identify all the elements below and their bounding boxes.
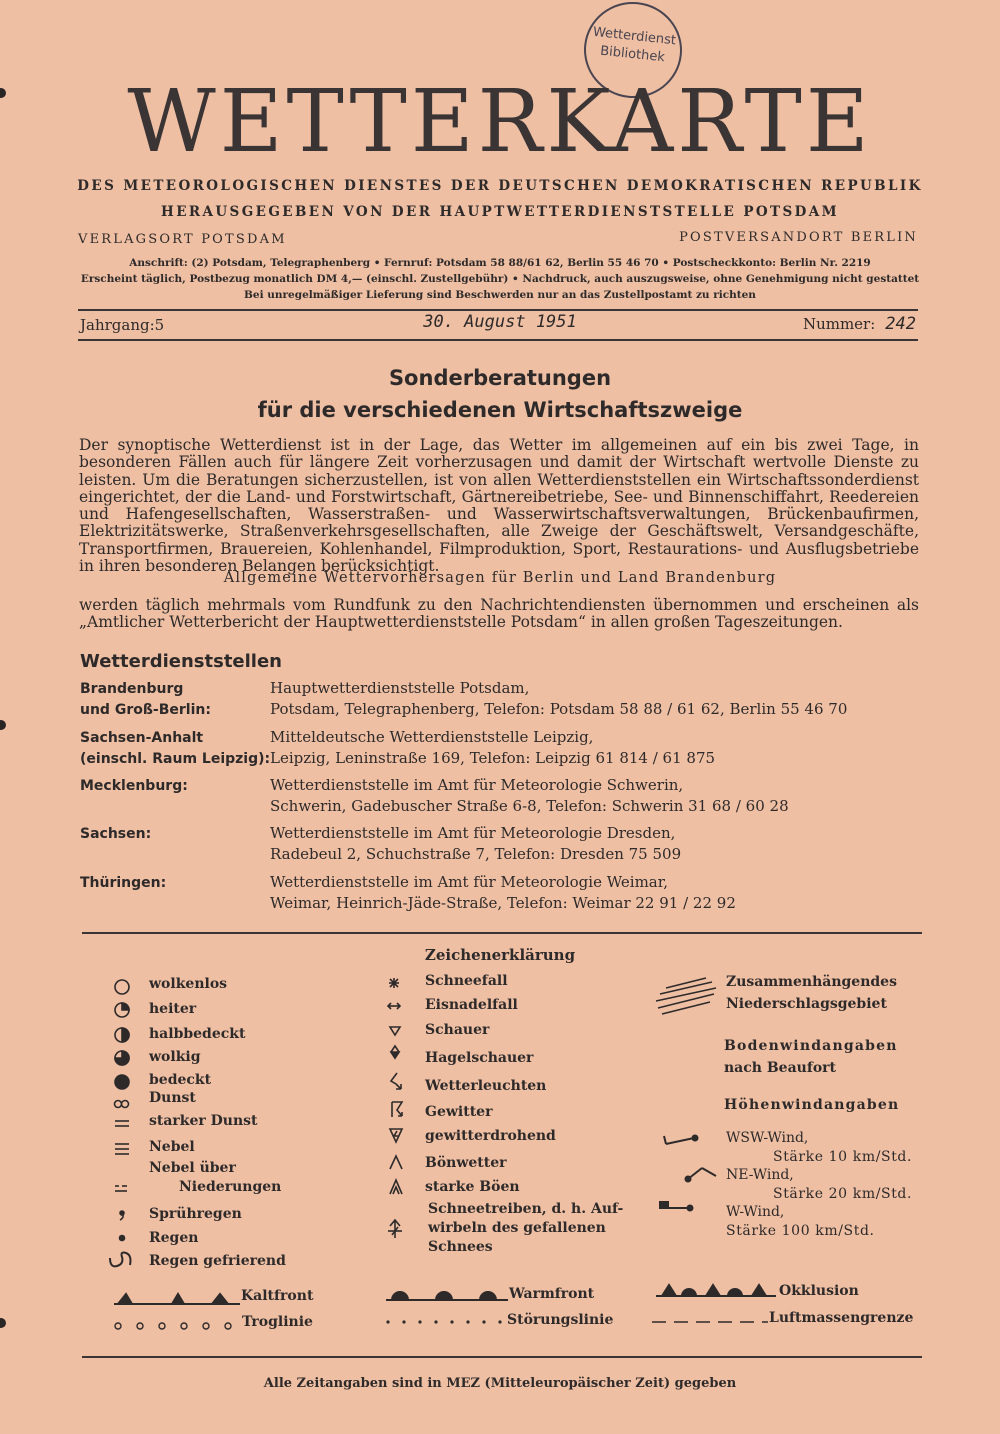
legend-item: gewitterdrohend: [425, 1128, 556, 1144]
station-label: Brandenburg und Groß-Berlin:: [80, 681, 211, 718]
legend-item-kaltfront: Kaltfront: [241, 1288, 314, 1304]
issue-date: 30. August 1951: [423, 312, 577, 332]
legend-item: Stärke 20 km/Std.: [773, 1186, 913, 1202]
dunst-icon: [115, 1101, 129, 1108]
nummer-label: Nummer:: [802, 315, 876, 333]
article-heading-2: für die verschiedenen Wirtschaftszweige: [257, 398, 743, 422]
legend-item: bedeckt: [149, 1072, 212, 1088]
legend-symbols-col1: [108, 975, 138, 1275]
starker-dunst-icon: [115, 1121, 129, 1126]
gewitterdrohend-icon: [390, 1129, 402, 1142]
legend-item: nach Beaufort: [724, 1060, 837, 1076]
masthead-subtitle-1: DES METEOROLOGISCHEN DIENSTES DER DEUTSCHEN DEMOKRATISCHEN REPUBLIK: [77, 178, 923, 194]
nebel-ueber-niederungen-icon: [115, 1186, 127, 1191]
divider: [82, 932, 922, 934]
legend-item: wolkig: [149, 1049, 201, 1065]
masthead-title: WETTERKARTE: [127, 72, 873, 172]
legend-item: Schneefall: [425, 973, 508, 989]
station-address: Wetterdienststelle im Amt für Meteorologie Weimar, Weimar, Heinrich-Jäde-Straße, Telefon: Weimar 22 91 / 22 92: [270, 873, 736, 912]
stamp-line-2: Bibliothek: [599, 43, 666, 66]
footer-note: Alle Zeitangaben sind in MEZ (Mitteleuropäischer Zeit) gegeben: [263, 1376, 737, 1391]
schneefall-icon: [389, 978, 399, 988]
masthead-info-2: Erscheint täglich, Postbezug monatlich DM 4,— (einschl. Zustellgebühr) • Nachdruck, auch auszugsweise, ohne Genehmigung nicht gestattet: [80, 273, 920, 285]
masthead-info-3: Bei unregelmäßiger Lieferung sind Beschwerden nur an das Zustellpostamt zu richten: [244, 289, 756, 301]
station-label: Thüringen:: [80, 875, 167, 891]
legend-item-warmfront: Warmfront: [509, 1286, 595, 1302]
nummer: [803, 314, 916, 334]
hagelschauer-icon: [391, 1046, 399, 1058]
bedeckt-icon: [115, 1075, 129, 1089]
legend-symbols-col3: [652, 972, 724, 1222]
station-address: Hauptwetterdienststelle Potsdam, Potsdam, Telegraphenberg, Telefon: Potsdam 58 88 / 61 62, Berlin 55 46 70: [270, 679, 848, 718]
divider: [78, 339, 918, 341]
legend-item: Niederschlagsgebiet: [726, 996, 887, 1012]
nebel-icon: [115, 1144, 129, 1154]
jahrgang-value: 5: [154, 316, 165, 334]
okklusion-icon: [656, 1285, 776, 1296]
legend-item: starker Dunst: [149, 1113, 258, 1129]
legend-item: Wetterleuchten: [425, 1078, 547, 1094]
allgemeine-heading: Allgemeine Wettervorhersagen für Berlin und Land Brandenburg: [223, 570, 777, 586]
nummer-value: 242: [885, 314, 916, 334]
legend-item: Schneetreiben, d. h. Auf-: [428, 1201, 624, 1217]
verlagsort: VERLAGSORT POTSDAM: [78, 232, 287, 247]
station-address: Mitteldeutsche Wetterdienststelle Leipzig, Leipzig, Leninstraße 169, Telefon: Leipzig 61 814 / 61 875: [270, 728, 716, 767]
station-label: Sachsen-Anhalt (einschl. Raum Leipzig):: [80, 730, 271, 767]
legend-item: Sprühregen: [149, 1206, 242, 1222]
schauer-icon: [390, 1027, 400, 1035]
eisnadelfall-icon: [388, 1003, 400, 1009]
boenwetter-icon: [390, 1156, 402, 1169]
heiter-icon: [115, 1003, 129, 1017]
station-address: Wetterdienststelle im Amt für Meteorologie Dresden, Radebeul 2, Schuchstraße 7, Telefon: Dresden 75 509: [270, 824, 682, 863]
station-address: Wetterdienststelle im Amt für Meteorologie Schwerin, Schwerin, Gadebuscher Straße 6-8, Telefon: Schwerin 31 68 / 60 28: [270, 776, 789, 815]
legend-item: Eisnadelfall: [425, 997, 518, 1013]
divider: [78, 309, 918, 311]
legend-item: WSW-Wind,: [726, 1130, 809, 1146]
postversandort: POSTVERSANDORT BERLIN: [679, 230, 918, 245]
wolkig-icon: [115, 1051, 129, 1065]
niederschlagsgebiet-icon: [656, 978, 716, 1014]
stamp-line-1: Wetterdienst: [592, 24, 677, 49]
article-paragraph-2: werden täglich mehrmals vom Rundfunk zu den Nachrichtendiensten übernommen und erscheinen als „Amtlicher Wetterbericht der Hauptwetterdienststelle Potsdam“ in allen großen Tageszeitungen.: [79, 596, 919, 632]
legend-item: Stärke 10 km/Std.: [773, 1149, 913, 1165]
legend-item: Schnees: [428, 1239, 493, 1255]
punch-hole: [0, 720, 6, 730]
legend-item: Dunst: [149, 1090, 196, 1106]
legend-item: Gewitter: [425, 1104, 493, 1120]
legend-item: W-Wind,: [726, 1204, 785, 1220]
spruehregen-icon: [120, 1211, 124, 1220]
legend-item: Bodenwindangaben: [724, 1038, 898, 1054]
legend-item: Regen: [149, 1230, 199, 1246]
divider: [82, 1356, 922, 1358]
legend-item-stoerungslinie: Störungslinie: [507, 1312, 614, 1328]
legend-item: Nebel: [149, 1139, 195, 1155]
legend-item: Höhenwindangaben: [724, 1097, 900, 1113]
warmfront-icon: [386, 1292, 508, 1300]
legend-item-troglinie: Troglinie: [242, 1314, 313, 1330]
regen-icon: [120, 1236, 125, 1241]
wsw-wind-icon: [664, 1136, 698, 1145]
legend-item: Bönwetter: [425, 1155, 507, 1171]
legend-item: NE-Wind,: [726, 1167, 794, 1183]
legend-item-okklusion: Okklusion: [779, 1283, 859, 1299]
legend-item-luftmassengrenze: Luftmassengrenze: [769, 1310, 914, 1326]
legend-item: Nebel über: [149, 1160, 236, 1176]
regen-gefrierend-icon: [110, 1253, 131, 1267]
troglinie-icon: [115, 1323, 231, 1329]
legend-item: Zusammenhängendes: [726, 974, 897, 990]
legend-item: Stärke 100 km/Std.: [726, 1223, 875, 1239]
stellen-heading: Wetterdienststellen: [80, 651, 282, 672]
kaltfront-icon: [114, 1294, 240, 1304]
station-label: Mecklenburg:: [80, 778, 188, 794]
article-paragraph-1: Der synoptische Wetterdienst ist in der Lage, das Wetter im allgemeinen auf ein bis zwei Tage, in besonderen Fällen auch für längere Zeit vorherzusagen und damit der Wirtschaft wertvolle Dienste zu leisten. Um die Beratungen sicherzustellen, ist von allen Wetterdienststellen ein Wirtschaftssonderdienst eingerichtet, der die Land- und Forstwirtschaft, Gärtnereibetriebe, See- und Binnenschiffahrt, Reedereien und Hafengesellschaften, Wasserstraßen- und Wasserwirtschaftsverwaltungen, Brückenbaufirmen, Elektrizitätswerke, Straßenverkehrsgesellschaften, alle Zweige der Geschäftswelt, Versandgeschäfte, Transportfirmen, Brauereien, Kohlenhandel, Filmproduktion, Sport, Restaurations- und Ausflugsbetriebe in ihren besonderen Belangen berücksichtigt.: [79, 436, 919, 576]
jahrgang-label: Jahrgang:: [80, 316, 155, 334]
legend-item: Regen gefrierend: [149, 1253, 286, 1269]
wetterleuchten-icon: [391, 1073, 401, 1089]
legend-item: Hagelschauer: [425, 1050, 534, 1066]
legend-heading: Zeichenerklärung: [424, 946, 576, 964]
masthead-info-1: Anschrift: (2) Potsdam, Telegraphenberg • Fernruf: Potsdam 58 88/61 62, Berlin 55 46 70 • Postscheckkonto: Berlin Nr. 2219: [129, 257, 871, 269]
punch-hole: [0, 1318, 6, 1328]
legend-item: heiter: [149, 1001, 197, 1017]
ne-wind-icon: [686, 1168, 717, 1182]
legend-item: halbbedeckt: [149, 1026, 246, 1042]
masthead-subtitle-2: HERAUSGEGEBEN VON DER HAUPTWETTERDIENSTSTELLE POTSDAM: [161, 204, 839, 220]
wolkenlos-icon: [115, 980, 129, 994]
legend-item: Schauer: [425, 1022, 490, 1038]
halbbedeckt-icon: [115, 1028, 129, 1042]
schneetreiben-icon: [388, 1220, 402, 1238]
article-heading-1: Sonderberatungen: [388, 366, 612, 390]
legend-item: wirbeln des gefallenen: [428, 1220, 606, 1236]
legend-item: wolkenlos: [149, 976, 228, 992]
legend-symbols-col2: [384, 970, 418, 1250]
legend-item: Niederungen: [179, 1179, 282, 1195]
stoerungslinie-icon: [386, 1320, 501, 1323]
starke-boeen-icon: [390, 1180, 402, 1194]
legend-item: starke Böen: [425, 1179, 520, 1195]
w-wind-icon: [660, 1202, 693, 1211]
station-label: Sachsen:: [80, 826, 152, 842]
gewitter-icon: [392, 1102, 402, 1117]
